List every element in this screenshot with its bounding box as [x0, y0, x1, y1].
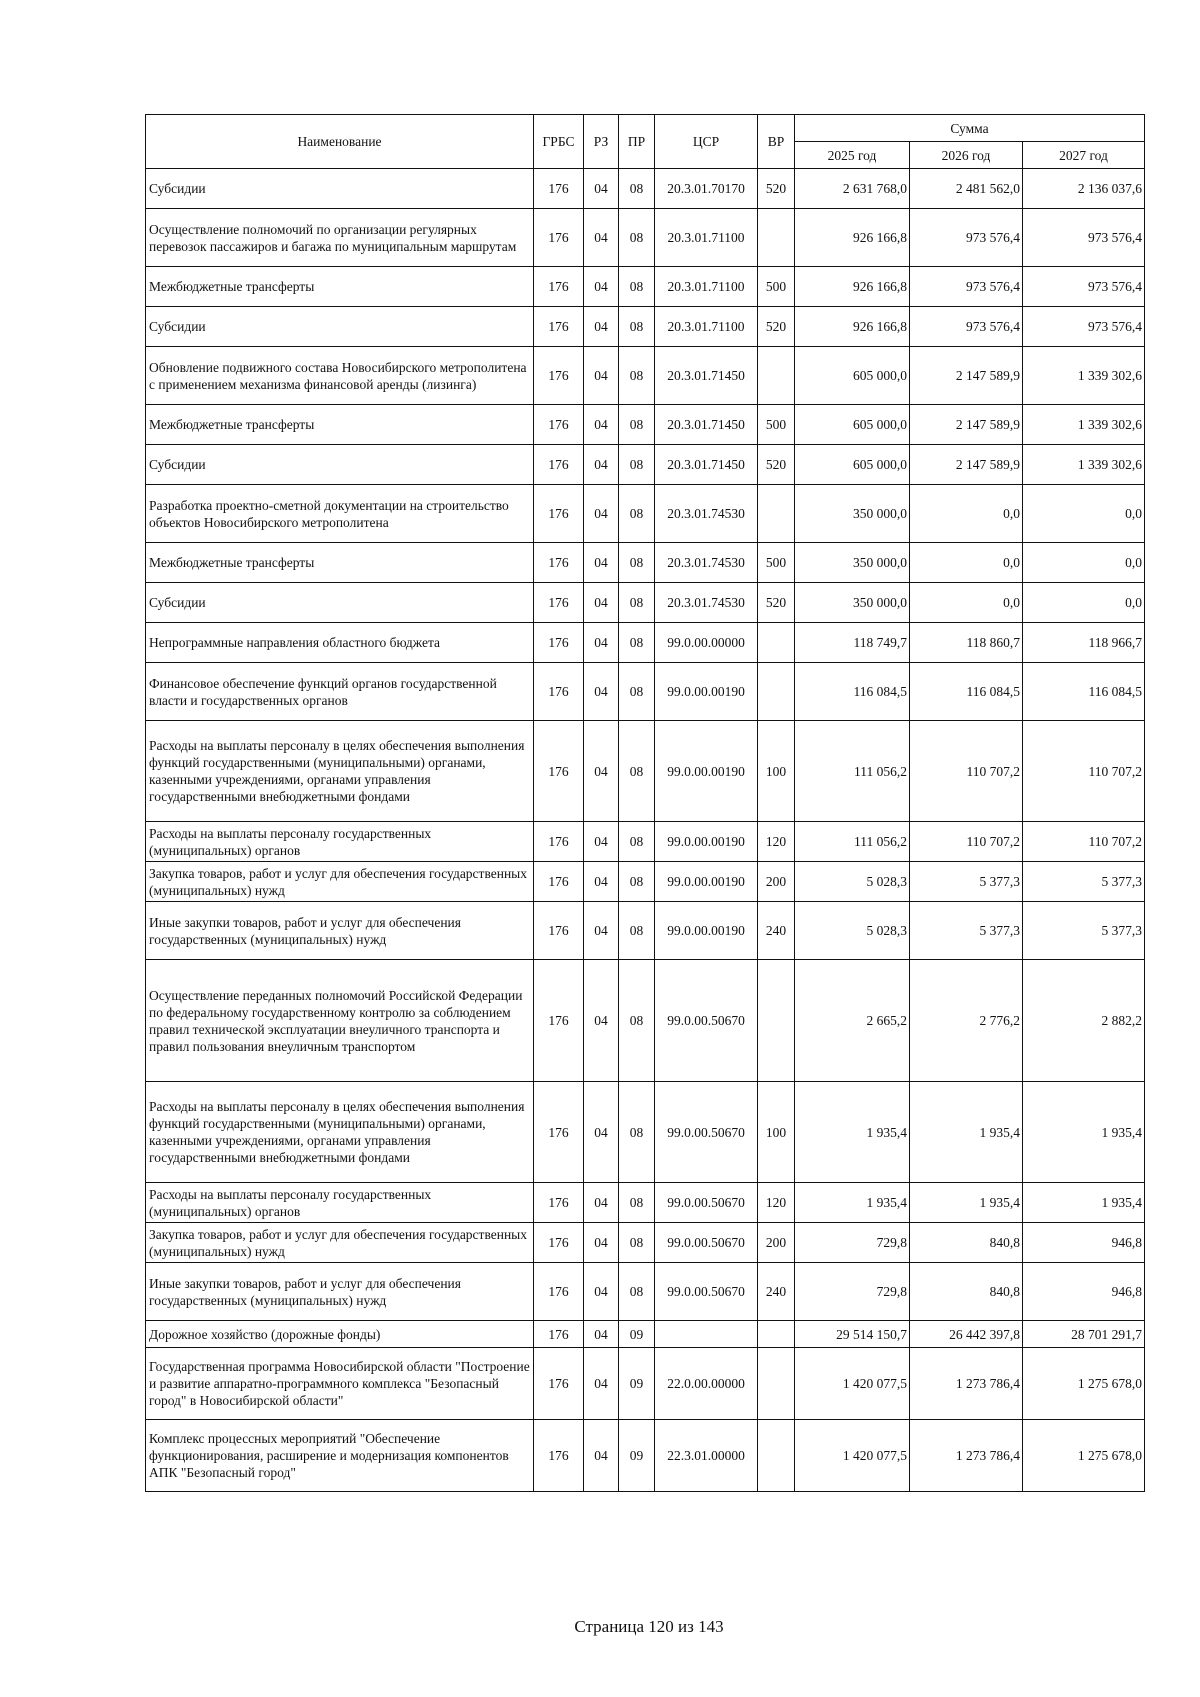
row-amount-2025: 350 000,0	[795, 543, 910, 583]
table-row	[146, 623, 1145, 663]
row-grbs: 176	[534, 209, 584, 267]
row-pr: 09	[619, 1348, 655, 1420]
table-row	[146, 822, 1145, 862]
row-amount-2027: 1 339 302,6	[1023, 405, 1145, 445]
row-pr: 08	[619, 721, 655, 822]
row-grbs: 176	[534, 902, 584, 960]
row-csr: 99.0.00.50670	[655, 1263, 758, 1321]
row-rz: 04	[584, 960, 619, 1082]
row-grbs: 176	[534, 1321, 584, 1348]
row-amount-2025: 926 166,8	[795, 267, 910, 307]
row-grbs: 176	[534, 583, 584, 623]
row-amount-2025: 1 935,4	[795, 1183, 910, 1223]
row-vr: 520	[758, 169, 795, 209]
row-amount-2025: 605 000,0	[795, 405, 910, 445]
row-vr	[758, 1348, 795, 1420]
row-amount-2027: 1 275 678,0	[1023, 1420, 1145, 1492]
row-vr: 200	[758, 1223, 795, 1263]
row-vr: 520	[758, 583, 795, 623]
page-number: Страница 120 из 143	[574, 1617, 724, 1636]
row-rz: 04	[584, 347, 619, 405]
row-pr: 08	[619, 347, 655, 405]
row-name: Осуществление переданных полномочий Российской Федерации по федеральному государственному контролю за соблюдением правил технической эксплуатации внеуличного транспорта и правил пользования внеуличным транспортом	[146, 960, 534, 1082]
table-row	[146, 960, 1145, 1082]
row-csr: 99.0.00.50670	[655, 960, 758, 1082]
row-vr	[758, 347, 795, 405]
row-vr	[758, 485, 795, 543]
row-amount-2026: 2 776,2	[910, 960, 1023, 1082]
row-vr	[758, 209, 795, 267]
row-amount-2026: 1 273 786,4	[910, 1348, 1023, 1420]
table-row	[146, 663, 1145, 721]
row-amount-2027: 1 275 678,0	[1023, 1348, 1145, 1420]
row-amount-2026: 973 576,4	[910, 209, 1023, 267]
row-grbs: 176	[534, 1183, 584, 1223]
row-amount-2025: 111 056,2	[795, 721, 910, 822]
row-amount-2026: 0,0	[910, 485, 1023, 543]
table-row	[146, 445, 1145, 485]
row-csr: 20.3.01.74530	[655, 583, 758, 623]
row-pr: 08	[619, 1183, 655, 1223]
row-grbs: 176	[534, 1420, 584, 1492]
row-rz: 04	[584, 1420, 619, 1492]
row-grbs: 176	[534, 445, 584, 485]
row-csr: 99.0.00.00000	[655, 623, 758, 663]
row-pr: 08	[619, 1223, 655, 1263]
row-amount-2025: 1 935,4	[795, 1082, 910, 1183]
row-amount-2027: 973 576,4	[1023, 267, 1145, 307]
row-csr: 20.3.01.71450	[655, 445, 758, 485]
row-amount-2025: 350 000,0	[795, 583, 910, 623]
table-row	[146, 405, 1145, 445]
table-row	[146, 1223, 1145, 1263]
row-amount-2025: 605 000,0	[795, 445, 910, 485]
row-amount-2027: 1 935,4	[1023, 1183, 1145, 1223]
row-amount-2026: 840,8	[910, 1263, 1023, 1321]
table-row	[146, 347, 1145, 405]
row-vr: 520	[758, 307, 795, 347]
row-rz: 04	[584, 583, 619, 623]
row-vr	[758, 623, 795, 663]
row-grbs: 176	[534, 1263, 584, 1321]
row-pr: 08	[619, 307, 655, 347]
row-rz: 04	[584, 307, 619, 347]
row-name: Межбюджетные трансферты	[146, 267, 534, 307]
row-rz: 04	[584, 445, 619, 485]
row-csr: 22.3.01.00000	[655, 1420, 758, 1492]
row-name: Иные закупки товаров, работ и услуг для обеспечения государственных (муниципальных) нужд	[146, 1263, 534, 1321]
table-body	[146, 169, 1145, 1492]
row-amount-2025: 5 028,3	[795, 902, 910, 960]
row-vr: 200	[758, 862, 795, 902]
row-amount-2026: 973 576,4	[910, 307, 1023, 347]
row-csr: 99.0.00.50670	[655, 1082, 758, 1183]
row-amount-2026: 5 377,3	[910, 862, 1023, 902]
table-row	[146, 1082, 1145, 1183]
row-amount-2027: 973 576,4	[1023, 307, 1145, 347]
row-amount-2027: 28 701 291,7	[1023, 1321, 1145, 1348]
row-rz: 04	[584, 209, 619, 267]
row-csr: 99.0.00.00190	[655, 902, 758, 960]
row-amount-2026: 110 707,2	[910, 721, 1023, 822]
table-row	[146, 169, 1145, 209]
row-name: Иные закупки товаров, работ и услуг для обеспечения государственных (муниципальных) нужд	[146, 902, 534, 960]
row-amount-2025: 729,8	[795, 1263, 910, 1321]
row-name: Осуществление полномочий по организации регулярных перевозок пассажиров и багажа по муниципальным маршрутам	[146, 209, 534, 267]
table-row	[146, 267, 1145, 307]
row-amount-2027: 973 576,4	[1023, 209, 1145, 267]
row-name: Непрограммные направления областного бюджета	[146, 623, 534, 663]
header-csr: ЦСР	[655, 115, 758, 169]
row-amount-2025: 926 166,8	[795, 209, 910, 267]
row-name: Расходы на выплаты персоналу в целях обеспечения выполнения функций государственными (муниципальными) органами, казенными учреждениями, органами управления государственными внебюджетными фондами	[146, 1082, 534, 1183]
row-rz: 04	[584, 1348, 619, 1420]
row-amount-2026: 116 084,5	[910, 663, 1023, 721]
row-amount-2025: 1 420 077,5	[795, 1348, 910, 1420]
row-grbs: 176	[534, 307, 584, 347]
row-amount-2027: 946,8	[1023, 1223, 1145, 1263]
row-pr: 08	[619, 1082, 655, 1183]
row-name: Расходы на выплаты персоналу государственных (муниципальных) органов	[146, 822, 534, 862]
row-amount-2027: 5 377,3	[1023, 862, 1145, 902]
row-amount-2026: 2 147 589,9	[910, 405, 1023, 445]
row-amount-2027: 2 136 037,6	[1023, 169, 1145, 209]
row-amount-2026: 118 860,7	[910, 623, 1023, 663]
row-pr: 08	[619, 822, 655, 862]
row-rz: 04	[584, 405, 619, 445]
row-grbs: 176	[534, 721, 584, 822]
row-pr: 08	[619, 1263, 655, 1321]
row-vr	[758, 1321, 795, 1348]
row-csr: 99.0.00.50670	[655, 1223, 758, 1263]
row-amount-2026: 1 935,4	[910, 1183, 1023, 1223]
table-row	[146, 1183, 1145, 1223]
header-pr: ПР	[619, 115, 655, 169]
row-amount-2025: 1 420 077,5	[795, 1420, 910, 1492]
row-grbs: 176	[534, 663, 584, 721]
row-rz: 04	[584, 1082, 619, 1183]
row-name: Субсидии	[146, 307, 534, 347]
row-csr: 99.0.00.00190	[655, 721, 758, 822]
row-amount-2026: 110 707,2	[910, 822, 1023, 862]
table-row	[146, 1348, 1145, 1420]
row-vr: 100	[758, 1082, 795, 1183]
header-year-2026: 2026 год	[910, 142, 1023, 169]
table-header	[146, 115, 1145, 169]
header-sum: Сумма	[795, 115, 1145, 142]
row-rz: 04	[584, 267, 619, 307]
row-csr: 20.3.01.71450	[655, 405, 758, 445]
row-amount-2025: 729,8	[795, 1223, 910, 1263]
row-grbs: 176	[534, 862, 584, 902]
row-pr: 09	[619, 1321, 655, 1348]
header-grbs: ГРБС	[534, 115, 584, 169]
row-csr: 22.0.00.00000	[655, 1348, 758, 1420]
row-name: Субсидии	[146, 169, 534, 209]
row-grbs: 176	[534, 405, 584, 445]
row-name: Комплекс процессных мероприятий "Обеспечение функционирования, расширение и модернизация компонентов АПК "Безопасный город"	[146, 1420, 534, 1492]
row-amount-2026: 1 273 786,4	[910, 1420, 1023, 1492]
row-amount-2026: 0,0	[910, 543, 1023, 583]
row-name: Обновление подвижного состава Новосибирского метрополитена с применением механизма финансовой аренды (лизинга)	[146, 347, 534, 405]
row-pr: 08	[619, 405, 655, 445]
row-name: Расходы на выплаты персоналу государственных (муниципальных) органов	[146, 1183, 534, 1223]
table-row	[146, 543, 1145, 583]
row-grbs: 176	[534, 1223, 584, 1263]
row-grbs: 176	[534, 267, 584, 307]
header-year-2025: 2025 год	[795, 142, 910, 169]
row-grbs: 176	[534, 623, 584, 663]
row-vr: 240	[758, 902, 795, 960]
row-rz: 04	[584, 485, 619, 543]
row-vr: 500	[758, 267, 795, 307]
row-name: Дорожное хозяйство (дорожные фонды)	[146, 1321, 534, 1348]
row-amount-2026: 26 442 397,8	[910, 1321, 1023, 1348]
row-amount-2027: 2 882,2	[1023, 960, 1145, 1082]
row-csr: 20.3.01.74530	[655, 543, 758, 583]
row-pr: 08	[619, 267, 655, 307]
row-vr: 240	[758, 1263, 795, 1321]
row-grbs: 176	[534, 543, 584, 583]
row-csr: 20.3.01.74530	[655, 485, 758, 543]
row-csr: 99.0.00.00190	[655, 822, 758, 862]
row-csr	[655, 1321, 758, 1348]
row-pr: 08	[619, 543, 655, 583]
row-name: Закупка товаров, работ и услуг для обеспечения государственных (муниципальных) нужд	[146, 862, 534, 902]
row-pr: 09	[619, 1420, 655, 1492]
row-vr: 120	[758, 1183, 795, 1223]
row-amount-2027: 946,8	[1023, 1263, 1145, 1321]
row-vr	[758, 1420, 795, 1492]
row-rz: 04	[584, 902, 619, 960]
row-grbs: 176	[534, 1348, 584, 1420]
row-amount-2027: 110 707,2	[1023, 822, 1145, 862]
row-rz: 04	[584, 169, 619, 209]
budget-table	[145, 114, 1145, 1492]
row-pr: 08	[619, 902, 655, 960]
table-row	[146, 1263, 1145, 1321]
row-amount-2027: 0,0	[1023, 583, 1145, 623]
table-row	[146, 485, 1145, 543]
row-vr	[758, 663, 795, 721]
row-name: Межбюджетные трансферты	[146, 405, 534, 445]
row-amount-2025: 2 665,2	[795, 960, 910, 1082]
header-name: Наименование	[146, 115, 534, 169]
row-amount-2026: 2 481 562,0	[910, 169, 1023, 209]
row-csr: 20.3.01.71100	[655, 267, 758, 307]
table-row	[146, 721, 1145, 822]
row-rz: 04	[584, 822, 619, 862]
row-amount-2025: 116 084,5	[795, 663, 910, 721]
row-name: Межбюджетные трансферты	[146, 543, 534, 583]
row-name: Расходы на выплаты персоналу в целях обеспечения выполнения функций государственными (муниципальными) органами, казенными учреждениями, органами управления государственными внебюджетными фондами	[146, 721, 534, 822]
row-rz: 04	[584, 1183, 619, 1223]
row-vr	[758, 960, 795, 1082]
row-csr: 20.3.01.71450	[655, 347, 758, 405]
row-amount-2027: 0,0	[1023, 543, 1145, 583]
row-grbs: 176	[534, 347, 584, 405]
row-name: Разработка проектно-сметной документации на строительство объектов Новосибирского метрополитена	[146, 485, 534, 543]
row-pr: 08	[619, 169, 655, 209]
row-name: Финансовое обеспечение функций органов государственной власти и государственных органов	[146, 663, 534, 721]
row-vr: 500	[758, 543, 795, 583]
row-rz: 04	[584, 862, 619, 902]
table-row	[146, 1420, 1145, 1492]
row-amount-2025: 926 166,8	[795, 307, 910, 347]
row-rz: 04	[584, 543, 619, 583]
row-rz: 04	[584, 1263, 619, 1321]
row-grbs: 176	[534, 1082, 584, 1183]
row-vr: 120	[758, 822, 795, 862]
row-amount-2027: 118 966,7	[1023, 623, 1145, 663]
table-row	[146, 1321, 1145, 1348]
row-amount-2025: 111 056,2	[795, 822, 910, 862]
row-grbs: 176	[534, 822, 584, 862]
row-amount-2025: 29 514 150,7	[795, 1321, 910, 1348]
row-amount-2027: 1 935,4	[1023, 1082, 1145, 1183]
table-row	[146, 902, 1145, 960]
row-pr: 08	[619, 485, 655, 543]
row-amount-2027: 1 339 302,6	[1023, 445, 1145, 485]
row-amount-2025: 118 749,7	[795, 623, 910, 663]
row-rz: 04	[584, 623, 619, 663]
row-name: Государственная программа Новосибирской области "Построение и развитие аппаратно-программного комплекса "Безопасный город" в Новосибирской области"	[146, 1348, 534, 1420]
row-amount-2025: 350 000,0	[795, 485, 910, 543]
row-amount-2027: 1 339 302,6	[1023, 347, 1145, 405]
row-pr: 08	[619, 623, 655, 663]
row-vr: 500	[758, 405, 795, 445]
row-rz: 04	[584, 1223, 619, 1263]
row-name: Субсидии	[146, 445, 534, 485]
row-name: Закупка товаров, работ и услуг для обеспечения государственных (муниципальных) нужд	[146, 1223, 534, 1263]
row-csr: 99.0.00.00190	[655, 862, 758, 902]
row-amount-2025: 5 028,3	[795, 862, 910, 902]
table-row	[146, 862, 1145, 902]
row-csr: 99.0.00.50670	[655, 1183, 758, 1223]
table-row	[146, 583, 1145, 623]
row-amount-2027: 5 377,3	[1023, 902, 1145, 960]
row-amount-2026: 1 935,4	[910, 1082, 1023, 1183]
row-grbs: 176	[534, 960, 584, 1082]
row-pr: 08	[619, 583, 655, 623]
header-year-2027: 2027 год	[1023, 142, 1145, 169]
row-amount-2026: 2 147 589,9	[910, 445, 1023, 485]
row-amount-2026: 0,0	[910, 583, 1023, 623]
row-grbs: 176	[534, 169, 584, 209]
row-amount-2026: 2 147 589,9	[910, 347, 1023, 405]
row-rz: 04	[584, 721, 619, 822]
row-csr: 99.0.00.00190	[655, 663, 758, 721]
row-pr: 08	[619, 209, 655, 267]
table-row	[146, 307, 1145, 347]
row-amount-2026: 5 377,3	[910, 902, 1023, 960]
row-amount-2026: 973 576,4	[910, 267, 1023, 307]
row-csr: 20.3.01.71100	[655, 307, 758, 347]
header-rz: РЗ	[584, 115, 619, 169]
row-pr: 08	[619, 445, 655, 485]
row-amount-2026: 840,8	[910, 1223, 1023, 1263]
row-vr: 100	[758, 721, 795, 822]
row-pr: 08	[619, 663, 655, 721]
budget-table-container	[145, 114, 1144, 1492]
row-amount-2027: 110 707,2	[1023, 721, 1145, 822]
row-csr: 20.3.01.70170	[655, 169, 758, 209]
row-grbs: 176	[534, 485, 584, 543]
row-amount-2025: 605 000,0	[795, 347, 910, 405]
row-pr: 08	[619, 862, 655, 902]
row-pr: 08	[619, 960, 655, 1082]
row-amount-2027: 0,0	[1023, 485, 1145, 543]
row-amount-2025: 2 631 768,0	[795, 169, 910, 209]
row-name: Субсидии	[146, 583, 534, 623]
table-row	[146, 209, 1145, 267]
row-csr: 20.3.01.71100	[655, 209, 758, 267]
row-rz: 04	[584, 663, 619, 721]
row-vr: 520	[758, 445, 795, 485]
header-vr: ВР	[758, 115, 795, 169]
row-rz: 04	[584, 1321, 619, 1348]
row-amount-2027: 116 084,5	[1023, 663, 1145, 721]
